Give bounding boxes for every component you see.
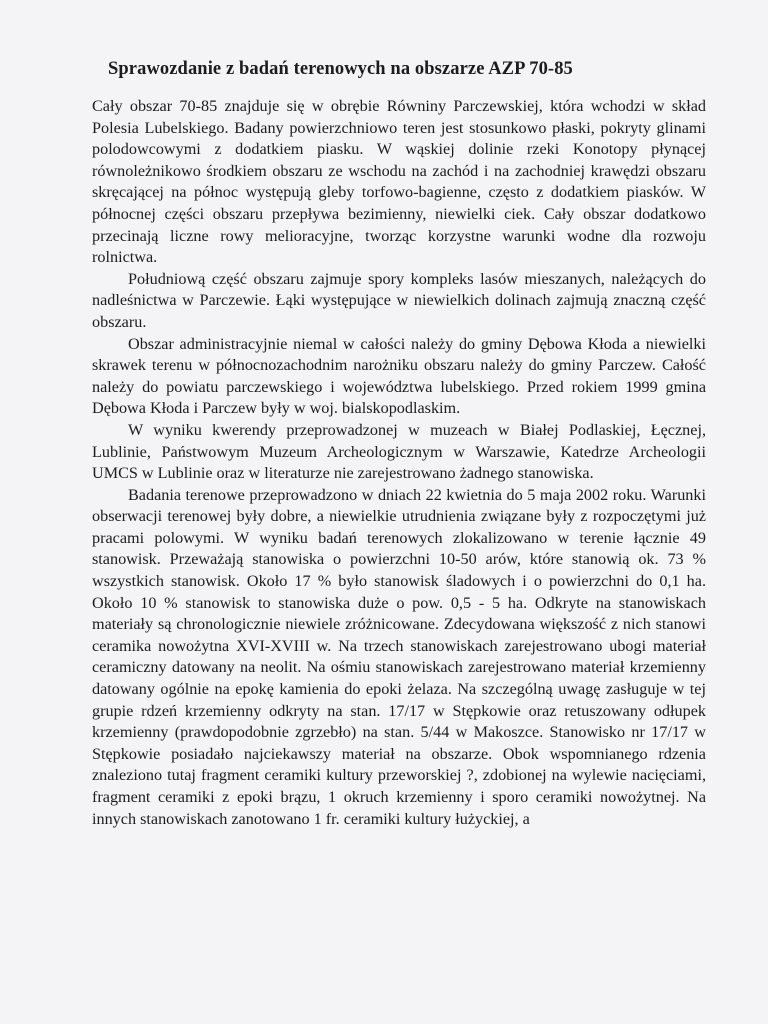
document-title: Sprawozdanie z badań terenowych na obszarze AZP 70-85 [108,59,573,79]
paragraph-archive-query: W wyniku kwerendy przeprowadzonej w muzeach w Białej Podlaskiej, Łęcznej, Lublinie, Państwowym Muzeum Archeologicznym w Warszawie, Katedrze Archeologii UMCS w Lublinie oraz w literaturze nie zarejestrowano żadnego stanowiska. [92,420,706,483]
paragraph-forests: Południową część obszaru zajmuje spory kompleks lasów mieszanych, należących do nadleśnictwa w Parczewie. Łąki występujące w niewielkich dolinach zajmują znaczną część obszaru. [92,269,706,331]
paragraph-location: Cały obszar 70-85 znajduje się w obrębie Równiny Parczewskiej, która wchodzi w skład Polesia Lubelskiego. Badany powierzchniowo teren jest stosunkowo płaski, pokryty glinami polodowcowymi z dodatkiem piasku. W wąskiej dolinie rzeki Konotopy płynącej równoleżnikowo środkiem obszaru ze wschodu na zachód i na zachodniej krawędzi obszaru skręcającej na północ występują gleby torfowo-bagienne, często z dodatkiem piasków. W północnej części obszaru przepływa bezimienny, niewielki ciek. Cały obszar dodatkowo przecinają liczne rowy melioracyjne, tworząc korzystne warunki wodne dla rozwoju rolnictwa. [92,97,706,267]
paragraph-administration: Obszar administracyjnie niemal w całości należy do gminy Dębowa Kłoda a niewielki skrawek terenu w północnozachodnim narożniku obszaru należy do gminy Parczew. Całość należy do powiatu parczewskiego i województwa lubelskiego. Przed rokiem 1999 gmina Dębowa Kłoda i Parczew były w woj. bialskopodlaskim. [92,334,706,418]
paragraph-field-research: Badania terenowe przeprowadzono w dniach 22 kwietnia do 5 maja 2002 roku. Warunki obserwacji terenowej były dobre, a niewielkie utrudnienia związane były z rozpoczętymi już pracami polowymi. W wyniku badań terenowych zlokalizowano w terenie łącznie 49 stanowisk. Przeważają stanowiska o powierzchni 10-50 arów, które stanowią ok. 73 % wszystkich stanowisk. Około 17 % było stanowisk śladowych i o powierzchni do 0,1 ha. Około 10 % stanowisk to stanowiska duże o pow. 0,5 - 5 ha. Odkryte na stanowiskach materiały są chronologicznie niewiele zróżnicowane. Zdecydowana większość z nich stanowi ceramika nowożytna XVI-XVIII w. Na trzech stanowiskach zarejestrowano ubogi materiał ceramiczny datowany na neolit. Na ośmiu stanowiskach zarejestrowano materiał krzemienny datowany ogólnie na epokę kamienia do epoki żelaza. Na szczególną uwagę zasługuje w tej grupie rdzeń krzemienny odkryty na stan. 17/17 w Stępkowie oraz retuszowany odłupek krzemienny (prawdopodobnie zgrzebło) na stan. 5/44 w Makoszce. Stanowisko nr 17/17 w Stępkowie posiadało najciekawszy materiał na obszarze. Obok wspomnianego rdzenia znaleziono tutaj fragment ceramiki kultury przeworskiej ?, zdobionej na wylewie nacięciami, fragment ceramiki z epoki brązu, 1 okruch krzemienny i sporo ceramiki nowożytnej. Na innych stanowiskach zanotowano 1 fr. ceramiki kultury łużyckiej, a [92,485,706,828]
document-body [92,96,706,830]
